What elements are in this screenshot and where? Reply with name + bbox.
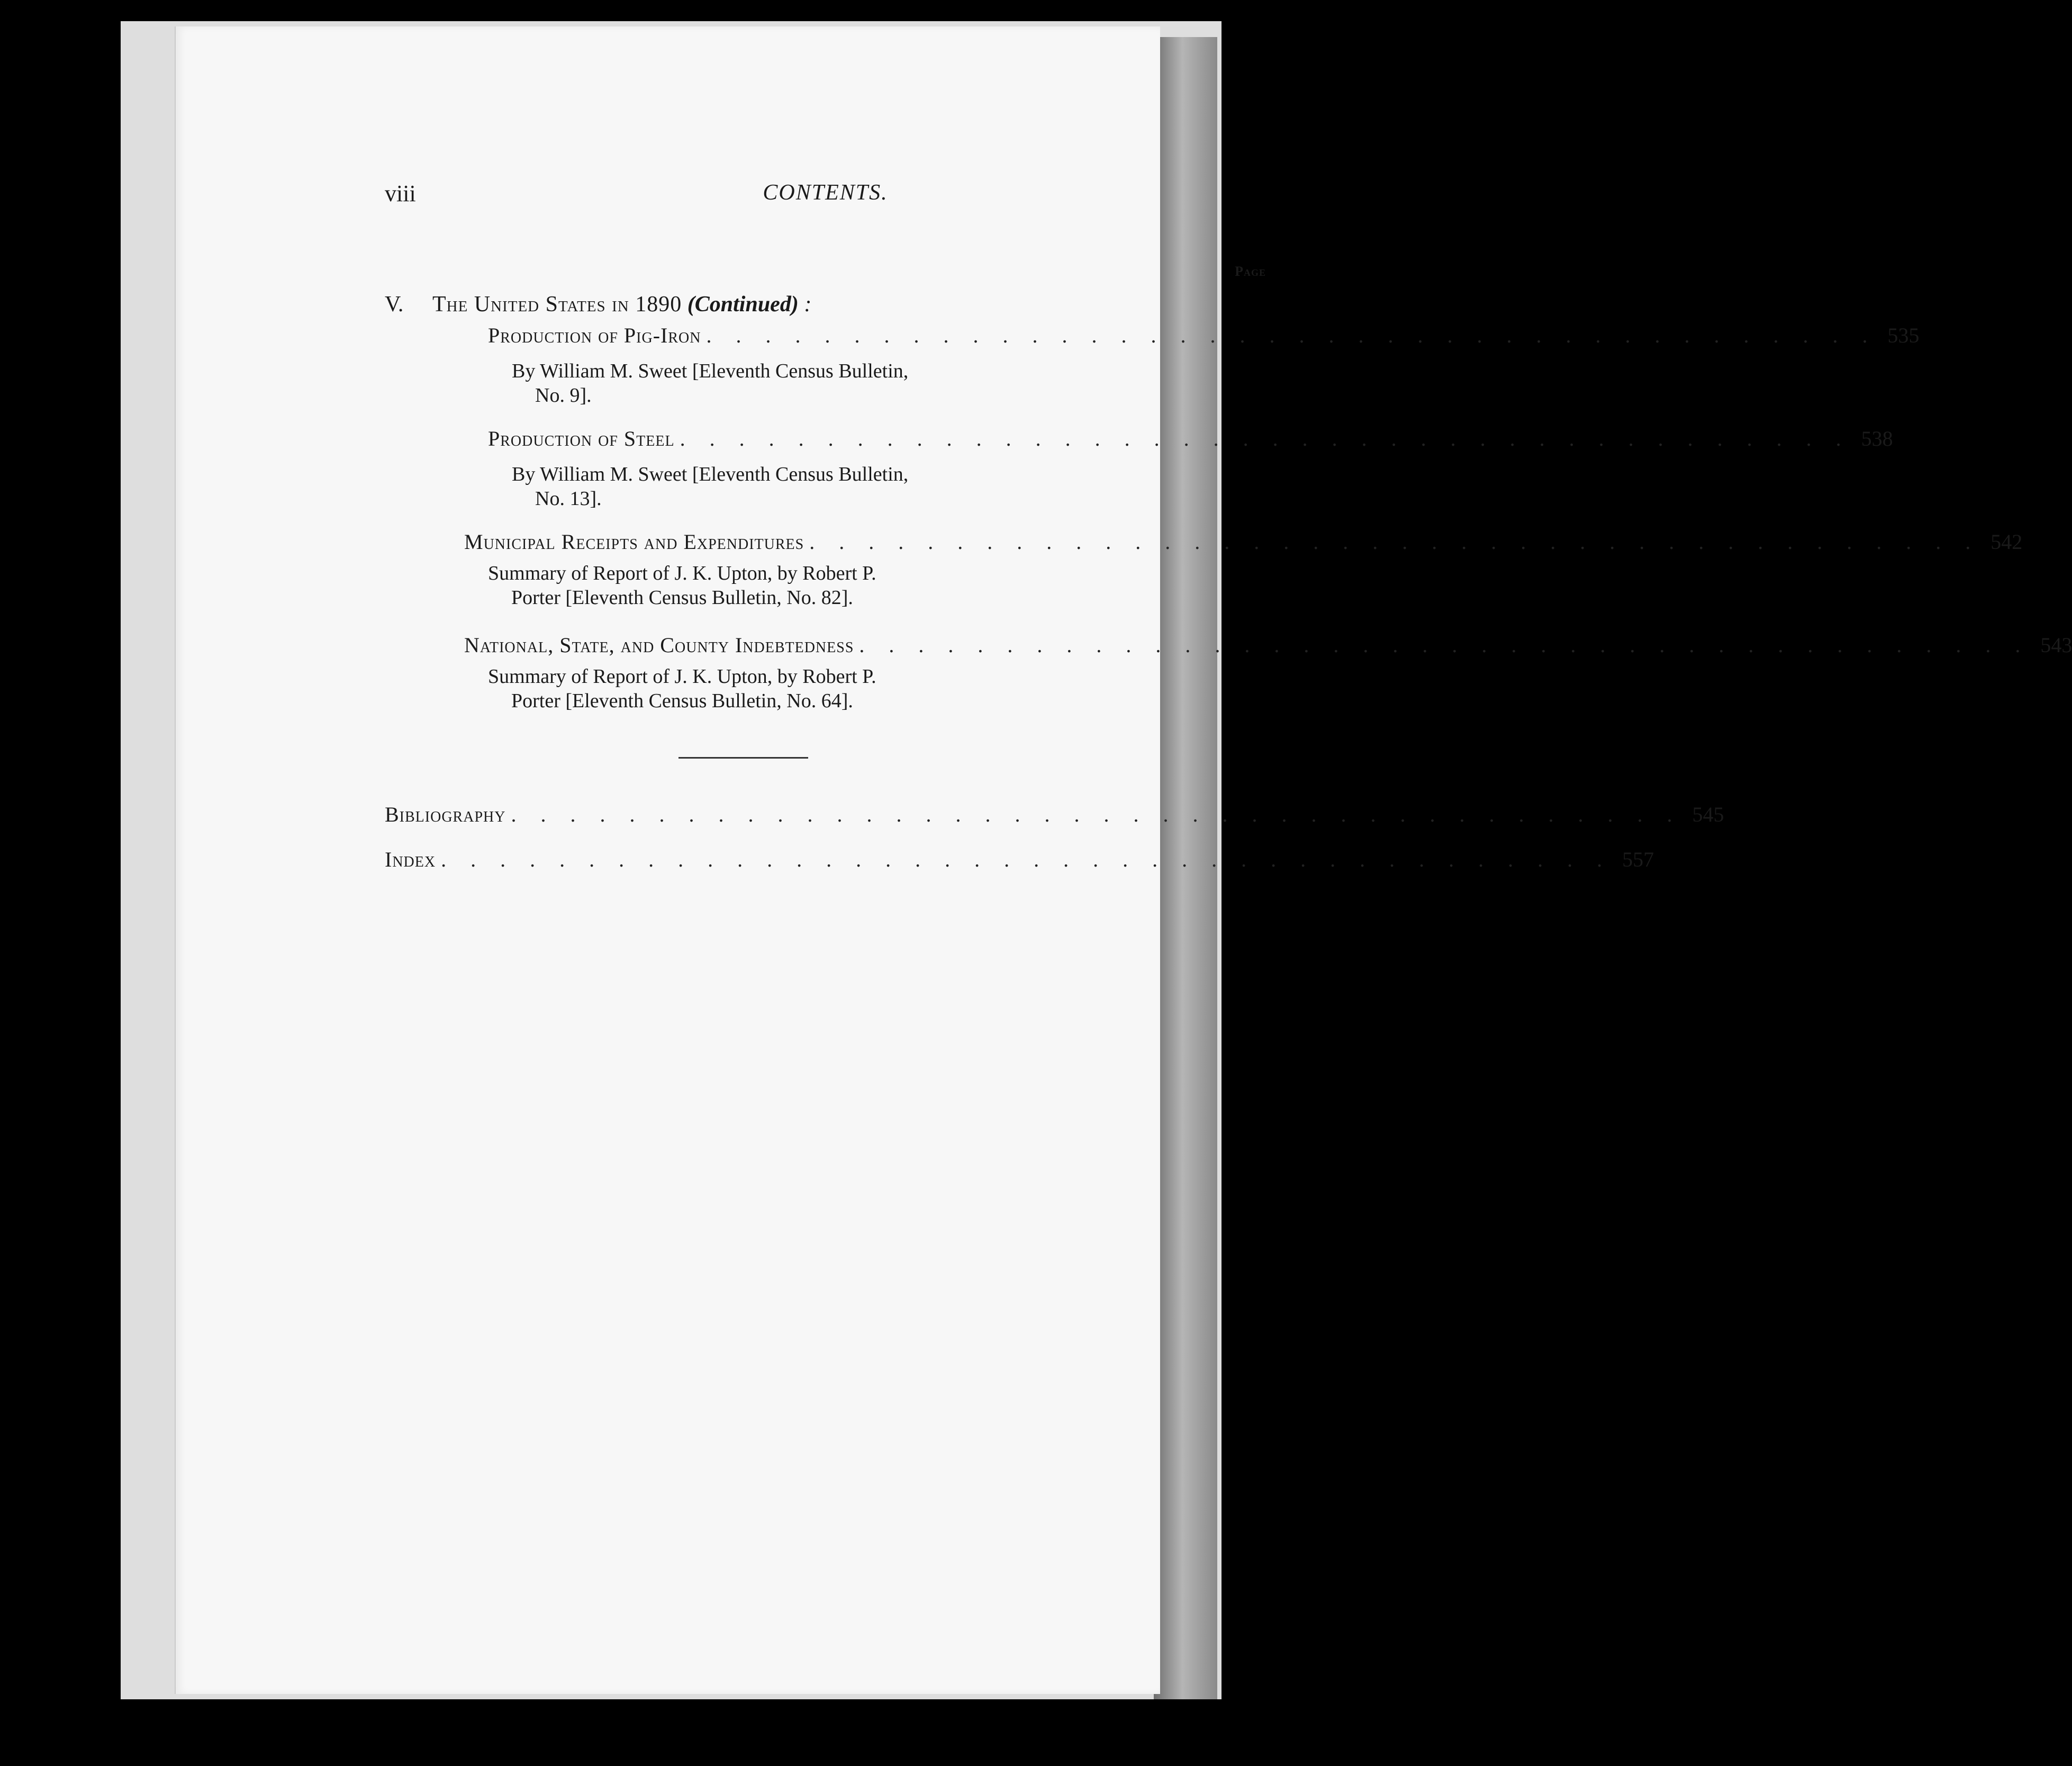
toc-entry-title: Production of Steel — [488, 427, 675, 450]
toc-entry-page: 557 — [1622, 848, 1654, 871]
note-line: Summary of Report of J. K. Upton, by Robert P. — [488, 562, 876, 584]
toc-entry-page: 542 — [1990, 530, 2023, 554]
toc-entry-note — [488, 664, 1033, 713]
toc-entry-note — [512, 462, 1041, 511]
toc-entry — [464, 633, 2072, 658]
page-folio: viii — [385, 181, 416, 206]
note-line: By William M. Sweet [Eleventh Census Bulletin, — [512, 360, 909, 382]
part-title: The United States in 1890 — [432, 292, 682, 317]
toc-entry — [464, 529, 2023, 555]
toc-entry-page: 545 — [1692, 803, 1724, 826]
leader-dots: . . . . . . . . . . . . . . . . . . . . . . . . . . . . . . . . . . . . . . . . — [859, 633, 2030, 657]
toc-entry-title: Municipal Receipts and Expenditures — [464, 530, 804, 554]
note-line: No. 9]. — [535, 384, 592, 407]
toc-entry — [385, 802, 1724, 827]
toc-entry-note — [488, 561, 1033, 610]
toc-entry-title: Index — [385, 848, 436, 871]
leader-dots: . . . . . . . . . . . . . . . . . . . . . . . . . . . . . . . . . . . . . . . . — [511, 803, 1682, 826]
part-heading — [385, 291, 811, 318]
note-line: Summary of Report of J. K. Upton, by Robert P. — [488, 665, 876, 688]
part-number: V. — [385, 292, 404, 317]
note-line: No. 13]. — [535, 488, 602, 510]
toc-entry — [385, 847, 1654, 872]
leader-dots: . . . . . . . . . . . . . . . . . . . . . . . . . . . . . . . . . . . . . . . . — [706, 323, 1877, 347]
leader-dots: . . . . . . . . . . . . . . . . . . . . . . . . . . . . . . . . . . . . . . . . — [680, 427, 1851, 450]
toc-entry-page: 543 — [2040, 633, 2072, 657]
book-page — [175, 26, 2072, 1694]
running-header — [385, 180, 1266, 212]
section-divider-rule — [678, 757, 808, 759]
note-line: Porter [Eleventh Census Bulletin, No. 82]. — [511, 587, 853, 609]
part-colon: : — [804, 292, 812, 317]
note-line: By William M. Sweet [Eleventh Census Bulletin, — [512, 463, 909, 485]
toc-entry — [488, 323, 1920, 348]
part-continued: (Continued) — [687, 292, 799, 317]
leader-dots: . . . . . . . . . . . . . . . . . . . . . . . . . . . . . . . . . . . . . . . . — [441, 848, 1612, 871]
toc-entry-title: Production of Pig-Iron — [488, 323, 701, 347]
toc-entry-page: 538 — [1861, 427, 1893, 450]
toc-entry-title: National, State, and County Indebtedness — [464, 633, 854, 657]
note-line: Porter [Eleventh Census Bulletin, No. 64]. — [511, 690, 853, 712]
toc-entry-note — [512, 359, 1041, 408]
toc-entry-page: 535 — [1887, 323, 1920, 347]
running-title: CONTENTS. — [763, 181, 888, 205]
toc-entry-title: Bibliography — [385, 803, 506, 826]
toc-entry — [488, 426, 1893, 452]
page-column-label: Page — [1235, 264, 1266, 279]
leader-dots: . . . . . . . . . . . . . . . . . . . . . . . . . . . . . . . . . . . . . . . . — [809, 530, 1980, 554]
